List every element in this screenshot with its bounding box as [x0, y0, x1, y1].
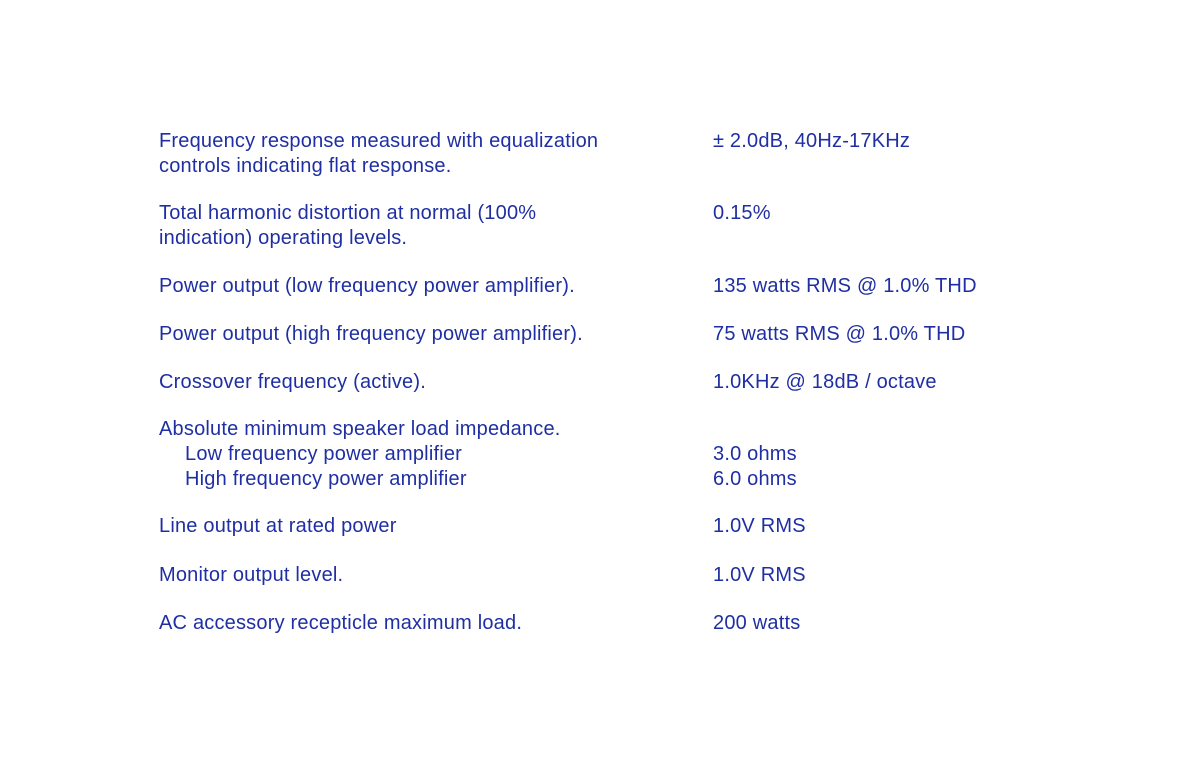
spec-sublabel-low: Low frequency power amplifier	[185, 443, 463, 465]
spec-row-monitor-output	[159, 563, 1059, 588]
spec-value-high: 6.0 ohms	[713, 468, 797, 490]
spec-value: 1.0V RMS	[713, 564, 806, 586]
spec-label: Crossover frequency (active).	[159, 371, 427, 393]
spec-row-power-output-high	[159, 322, 1059, 347]
spec-label	[159, 129, 713, 179]
spec-label	[159, 201, 713, 251]
spec-value: 200 watts	[713, 612, 801, 634]
spec-label-line: controls indicating flat response.	[159, 155, 452, 177]
spec-value: 1.0KHz @ 18dB / octave	[713, 371, 937, 393]
spec-label: Power output (low frequency power amplifier).	[159, 275, 575, 297]
spec-label-line: indication) operating levels.	[159, 227, 408, 249]
spec-label	[159, 417, 713, 492]
spec-row-crossover	[159, 370, 1059, 395]
spec-list	[159, 129, 1059, 636]
spec-value: 1.0V RMS	[713, 515, 806, 537]
spec-row-impedance	[159, 417, 1059, 492]
spec-value	[713, 417, 1059, 492]
spec-label: AC accessory recepticle maximum load.	[159, 612, 523, 634]
spec-value-low: 3.0 ohms	[713, 443, 797, 465]
spec-sublabel-high: High frequency power amplifier	[185, 468, 467, 490]
spec-label: Line output at rated power	[159, 515, 397, 537]
spec-row-thd	[159, 201, 1059, 251]
spec-row-ac-accessory	[159, 611, 1059, 636]
spec-value: 0.15%	[713, 202, 771, 224]
spec-label-line: Total harmonic distortion at normal (100%	[159, 202, 537, 224]
spec-row-frequency-response	[159, 129, 1059, 179]
spec-value: 135 watts RMS @ 1.0% THD	[713, 275, 977, 297]
spec-row-power-output-low	[159, 274, 1059, 299]
spec-label: Monitor output level.	[159, 564, 344, 586]
spec-label: Power output (high frequency power amplifier).	[159, 323, 583, 345]
spec-value: 75 watts RMS @ 1.0% THD	[713, 323, 966, 345]
spec-label-line: Absolute minimum speaker load impedance.	[159, 418, 561, 440]
spec-row-line-output	[159, 514, 1059, 539]
spec-value: ± 2.0dB, 40Hz-17KHz	[713, 130, 911, 152]
spec-label-line: Frequency response measured with equalization	[159, 130, 599, 152]
spec-value-spacer	[713, 417, 1059, 442]
